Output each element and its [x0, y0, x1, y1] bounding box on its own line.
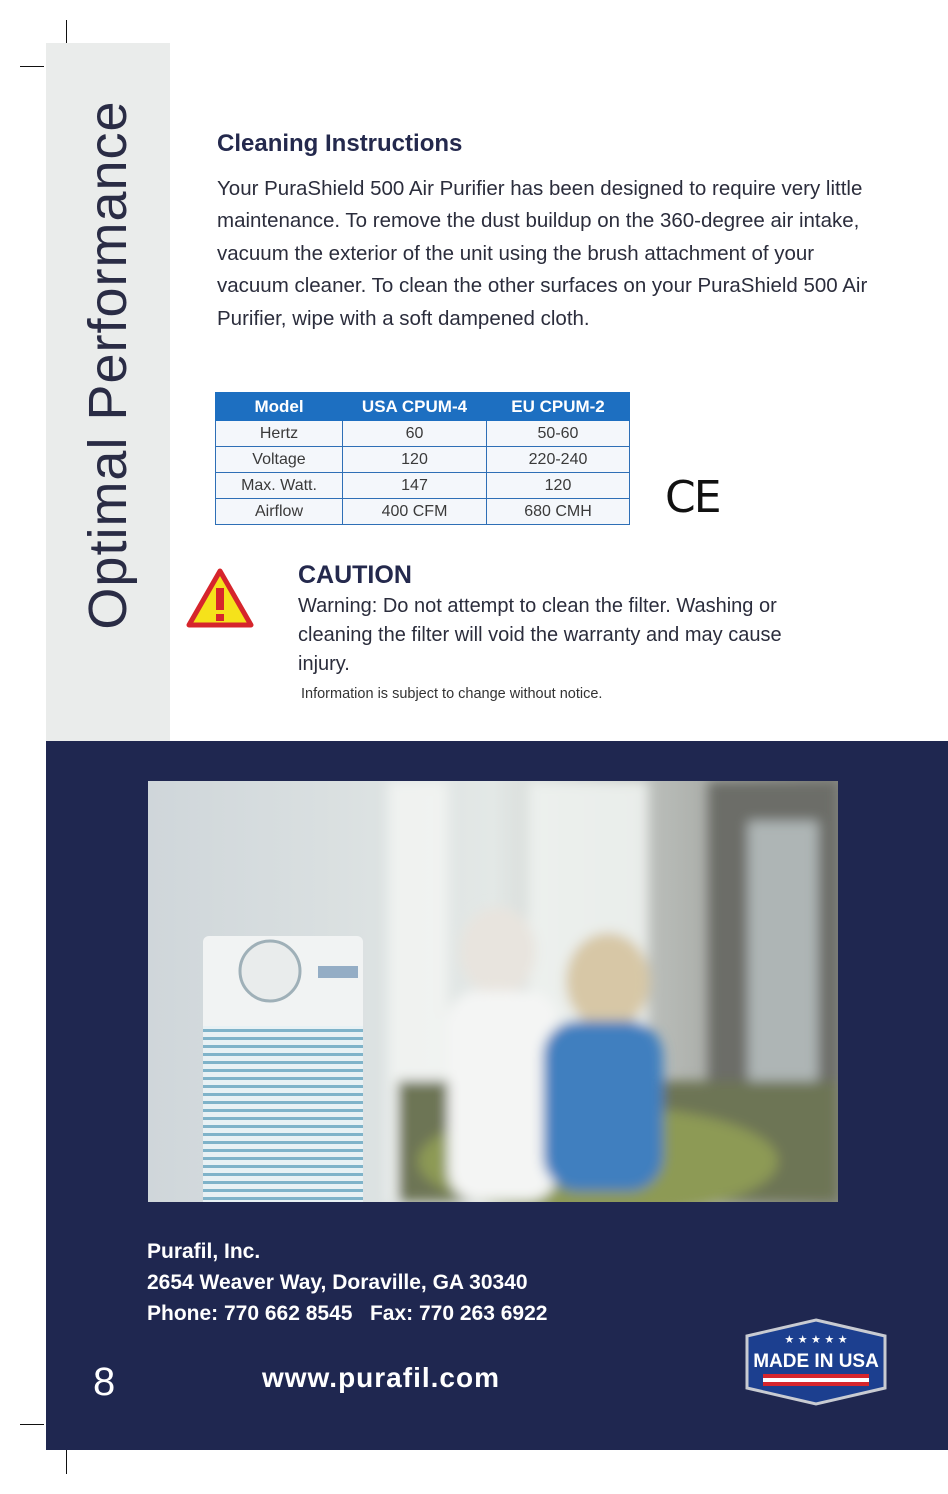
table-row	[216, 421, 630, 447]
table-cell: Max. Watt.	[216, 473, 343, 499]
crop-mark	[20, 1424, 44, 1425]
table-cell: 50-60	[487, 421, 630, 447]
cleaning-heading: Cleaning Instructions	[217, 130, 463, 157]
page-number: 8	[93, 1360, 116, 1404]
company-name: Purafil, Inc.	[147, 1240, 261, 1263]
table-cell: 400 CFM	[343, 499, 487, 525]
table-cell: 120	[343, 447, 487, 473]
specs-table	[215, 392, 630, 525]
phone-number: Phone: 770 662 8545	[147, 1302, 353, 1325]
cleaning-body: Your PuraShield 500 Air Purifier has been designed to require very little maintenance. To remove the dust buildup on the 360-degree air intake, vacuum the exterior of the unit using the brush attachment of your vacuum cleaner. To clean the other surfaces on your PuraShield 500 Air Purifier, wipe with a soft dampened cloth.	[217, 177, 868, 330]
warning-triangle-icon	[186, 568, 254, 628]
made-in-usa-badge-icon	[745, 1318, 887, 1406]
table-cell: 680 CMH	[487, 499, 630, 525]
table-header-cell: USA CPUM-4	[343, 393, 487, 421]
crop-mark	[66, 20, 67, 44]
table-cell: Voltage	[216, 447, 343, 473]
fax-number: Fax: 770 263 6922	[369, 1302, 548, 1325]
table-cell: Airflow	[216, 499, 343, 525]
table-header-cell: Model	[216, 393, 343, 421]
table-cell: 60	[343, 421, 487, 447]
table-cell: 120	[487, 473, 630, 499]
table-header-cell: EU CPUM-2	[487, 393, 630, 421]
table-cell: Hertz	[216, 421, 343, 447]
svg-text:★ ★ ★ ★ ★: ★ ★ ★ ★ ★	[784, 1333, 848, 1346]
table-row	[216, 473, 630, 499]
change-notice: Information is subject to change without notice.	[301, 686, 603, 702]
table-row	[216, 499, 630, 525]
table-cell: 147	[343, 473, 487, 499]
company-contact	[147, 1236, 547, 1329]
website-link[interactable]: www.purafil.com	[262, 1362, 500, 1393]
crop-mark	[20, 66, 44, 67]
caution-text: Warning: Do not attempt to clean the filter. Washing or cleaning the filter will void the warranty and may cause injury.	[298, 595, 782, 675]
table-row	[216, 447, 630, 473]
badge-label: MADE IN USA	[753, 1351, 879, 1372]
product-photo	[148, 781, 838, 1202]
table-cell: 220-240	[487, 447, 630, 473]
caution-title: CAUTION	[298, 561, 412, 589]
phone-fax-line	[147, 1298, 547, 1329]
ce-mark-icon: CE	[665, 472, 720, 523]
table-header-row	[216, 393, 630, 421]
sidebar-title: Optimal Performance	[78, 100, 138, 630]
crop-mark	[66, 1450, 67, 1474]
company-address: 2654 Weaver Way, Doraville, GA 30340	[147, 1271, 528, 1294]
